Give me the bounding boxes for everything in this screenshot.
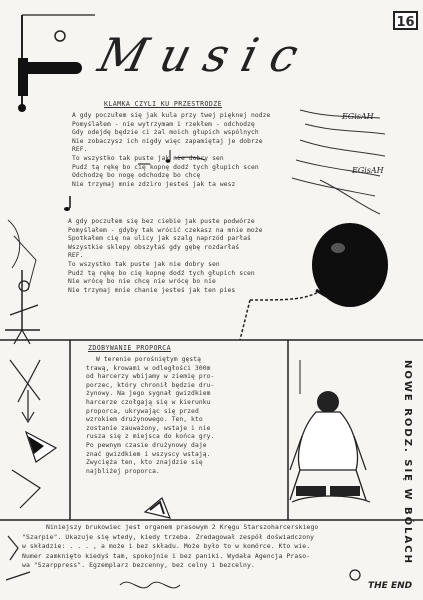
song-line: Nie trzymaj mnie chanie jesteś jak ten pies [68, 286, 236, 294]
footer-line: w składzie: . . . , a może i bez składu. Może było to w komórce. Kto wie. [22, 542, 311, 550]
song-line: To wszystko tak puste jak nie dobry sen [68, 260, 220, 268]
song-line: A gdy poczułem się jak kula przy twej pięknej nodze [72, 112, 271, 119]
story-body [86, 356, 214, 476]
song-line: Pudź tą rękę bo cię kopnę dodź tych głupich scen [68, 269, 255, 277]
story-line: Po pewnym czasie drużynowy daje [86, 441, 207, 449]
chord-annotation: EGisAH [352, 166, 384, 175]
song-line: Odchodzę bo nogę odchodzę bo chcę [72, 172, 201, 180]
story-line: W terenie porośniętym gęstą [96, 356, 202, 363]
story-line: proporca, ukrywając się przed [86, 407, 199, 415]
song-line: Pomyślałem - gdyby tak wrócić czekasz na mnie może [68, 226, 263, 234]
footer-line: Numer zamknięto kiedyś tam, spokojnie i bez paniki. Wydała Agencja Praso- [22, 551, 311, 560]
song-line: Nie wrócę bo nie chcę nie wrócę bo nie [68, 278, 216, 286]
story-line: wzrokiem drużynowego. Ten, kto [86, 416, 203, 424]
song-line: Nie zobaczysz ich nigdy więc zapamiętaj je dobrze [72, 137, 263, 145]
story-line: trawą, krowami w odległości 300m [86, 364, 211, 372]
story-line: od harcerzy wbijamy w ziemię pro- [86, 373, 215, 381]
story-line: porzec, który chronił będzie dru- [86, 381, 215, 389]
song-line: Wszystkie sklepy obszyłaś gdy gębę rozdarłaś [68, 243, 240, 251]
ref-label: REF. [68, 252, 84, 260]
story-line: rusza się z miejsca do końca gry. [86, 433, 215, 441]
song-line: Pudź tą rękę bo cię kopnę dodź tych głupich scen [72, 163, 259, 171]
song-verse-1 [72, 112, 270, 189]
story-line: znać gwizdkiem i wszyscy wstają. [86, 450, 211, 458]
story-line: najbliżej proporca. [86, 467, 160, 475]
story-line: żynowy. Na jego sygnał gwizdkiem [86, 390, 211, 398]
footer-line: "Szarpie". Ukazuje się wtedy, kiedy trzeba. Zredagował zespół doświadczony [22, 532, 315, 541]
story-line: harcerze czołgają się w kierunku [86, 398, 211, 406]
ref-label: REF. [72, 146, 88, 154]
page-number: 16 [393, 11, 418, 30]
story-line: Zwycięża ten, kto znajdzie się [86, 459, 203, 467]
song-line: Gdy odejdę będzie ci żal moich głupich wspólnych [72, 129, 259, 137]
footer-line: Niniejszy brukowiec jest organem prasowym 2 Kręgu Starszoharcerskiego [46, 523, 319, 531]
song-line: A gdy poczułem się bez ciebie jak puste podwórze [68, 218, 255, 225]
song-title: KLAMKA CZYLI KU PRZESTRODZE [104, 100, 222, 108]
song-line: Pomyślałem - nie wytrzymam i rzekłem - odchodzę [72, 120, 255, 128]
story-title: ZDOBYWANIE PROPORCA [88, 344, 172, 352]
song-line: Spotkałem cię na ulicy jak szalg naprzód parłaś [68, 235, 251, 243]
song-line: To wszystko tak puste jak nie dobry sen [72, 154, 224, 162]
story-line: zostanie zauważony, wstaje i nie [86, 424, 211, 432]
song-verse-2 [68, 218, 263, 295]
end-mark: THE END [368, 581, 413, 591]
footer-line: wa "Szarppress". Egzemplarz bezcenny, bez celny i bezcelny. [22, 561, 255, 569]
song-line: Nie trzymaj mnie zdziro jesteś jak ta wesz [72, 180, 236, 188]
vertical-caption: NOWE RODZ. SIĘ W BÓLACH [402, 360, 413, 565]
footer-imprint [22, 523, 412, 571]
chord-annotation: EGisAH [342, 112, 374, 121]
page-title: Music [93, 28, 318, 82]
